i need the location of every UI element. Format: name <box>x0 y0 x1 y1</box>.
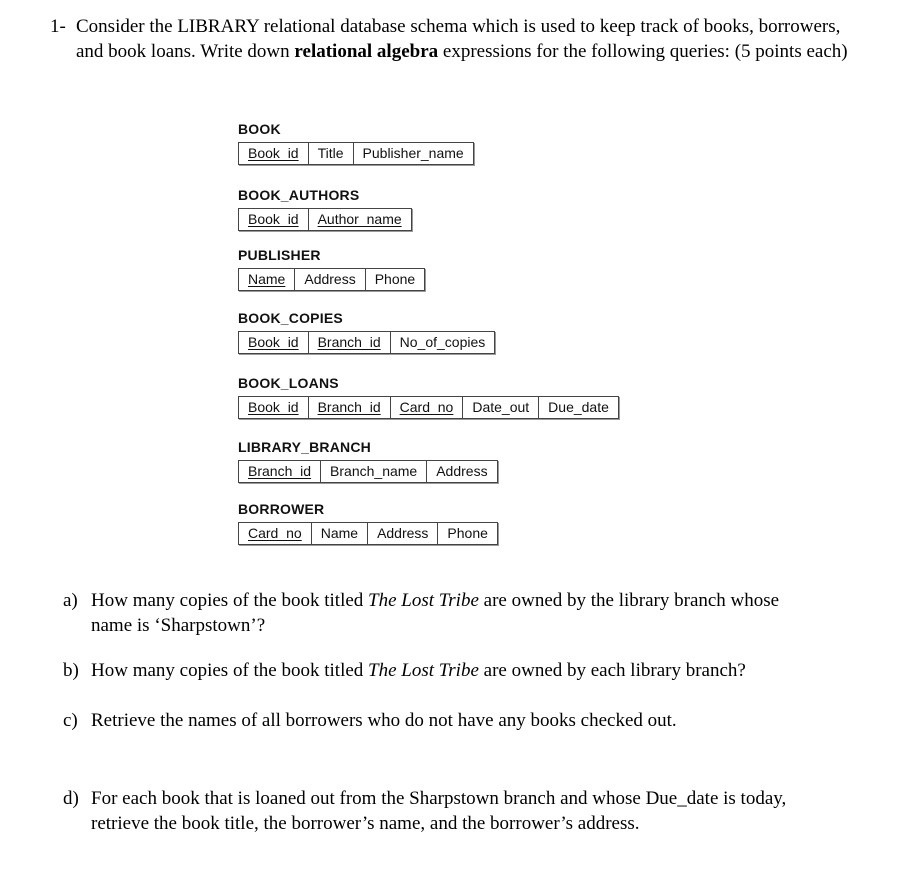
subquestion-text-part: How many copies of the book titled <box>91 590 369 611</box>
attribute-row <box>238 522 498 545</box>
attribute-row <box>238 208 412 231</box>
subquestion-label: d) <box>63 788 79 809</box>
subquestion-text <box>91 786 823 836</box>
relation-book-loans <box>238 375 619 419</box>
attribute-cell: Address <box>295 269 365 290</box>
subquestion-c <box>63 708 823 733</box>
attribute-row <box>238 268 425 291</box>
attribute-cell: Book_id <box>239 397 309 418</box>
attribute-cell: Book_id <box>239 209 309 230</box>
relation-borrower <box>238 501 498 545</box>
relation-name: PUBLISHER <box>238 247 321 263</box>
relation-book-authors <box>238 187 412 231</box>
subquestion-text-part: are owned by each library branch? <box>478 660 746 681</box>
subquestion-text-part: are owned by the library branch whose name is ‘Sharpstown’? <box>91 590 780 636</box>
relation-library-branch <box>238 439 498 483</box>
relation-name: BORROWER <box>238 501 325 517</box>
attribute-cell: Title <box>309 143 354 164</box>
relation-name: BOOK_AUTHORS <box>238 187 360 203</box>
attribute-cell: Phone <box>374 271 416 287</box>
attribute-cell: Name <box>239 269 295 290</box>
relation-name: LIBRARY_BRANCH <box>238 439 371 455</box>
attribute-cell: Card_no <box>391 397 464 418</box>
attribute-row <box>238 396 619 419</box>
attribute-cell: Branch_id <box>239 461 321 482</box>
attribute-cell: Branch_id <box>309 397 391 418</box>
relation-publisher <box>238 247 425 291</box>
attribute-row <box>238 142 474 165</box>
question-intro-bold: relational algebra <box>294 41 439 62</box>
attribute-row <box>238 460 498 483</box>
subquestion-text <box>91 658 823 683</box>
subquestion-text-part: For each book that is loaned out from the Sharpstown branch and whose Due_date is today, retrieve the book title, the borrower’s name, and the borrower’s address. <box>91 788 787 834</box>
subquestion-label: c) <box>63 710 78 731</box>
attribute-cell: Date_out <box>463 397 539 418</box>
subquestion-text <box>91 588 823 638</box>
question-intro-2: expressions for the following queries: (5 points each) <box>438 41 848 62</box>
question-text <box>76 14 866 64</box>
attribute-row <box>238 331 495 354</box>
question-number: 1- <box>50 16 66 37</box>
question-intro-1: Consider the LIBRARY relational database schema which is used to keep track of books, borrowers, and book loans. Write down <box>76 16 841 62</box>
subquestion-text <box>91 708 823 733</box>
attribute-cell: Book_id <box>239 332 309 353</box>
attribute-cell: Address <box>436 463 488 479</box>
subquestion-b <box>63 658 823 683</box>
subquestion-text-part: Retrieve the names of all borrowers who do not have any books checked out. <box>91 710 677 731</box>
attribute-cell: Author_name <box>317 211 402 227</box>
book-title: The Lost Tribe <box>368 660 479 681</box>
relation-book <box>238 121 474 165</box>
attribute-cell: Publisher_name <box>362 145 464 161</box>
attribute-cell: Due_date <box>548 399 609 415</box>
attribute-cell: Branch_id <box>309 332 391 353</box>
relation-name: BOOK_LOANS <box>238 375 339 391</box>
relation-name: BOOK_COPIES <box>238 310 343 326</box>
attribute-cell: Book_id <box>239 143 309 164</box>
relation-name: BOOK <box>238 121 281 137</box>
subquestion-label: a) <box>63 590 78 611</box>
subquestion-d <box>63 786 823 836</box>
attribute-cell: Phone <box>447 525 488 541</box>
attribute-cell: Address <box>368 523 438 544</box>
subquestion-label: b) <box>63 660 79 681</box>
attribute-cell: Card_no <box>239 523 312 544</box>
attribute-cell: Branch_name <box>321 461 427 482</box>
subquestion-a <box>63 588 823 638</box>
relation-book-copies <box>238 310 495 354</box>
attribute-cell: No_of_copies <box>399 334 486 350</box>
book-title: The Lost Tribe <box>368 590 479 611</box>
subquestion-text-part: How many copies of the book titled <box>91 660 369 681</box>
attribute-cell: Name <box>312 523 368 544</box>
